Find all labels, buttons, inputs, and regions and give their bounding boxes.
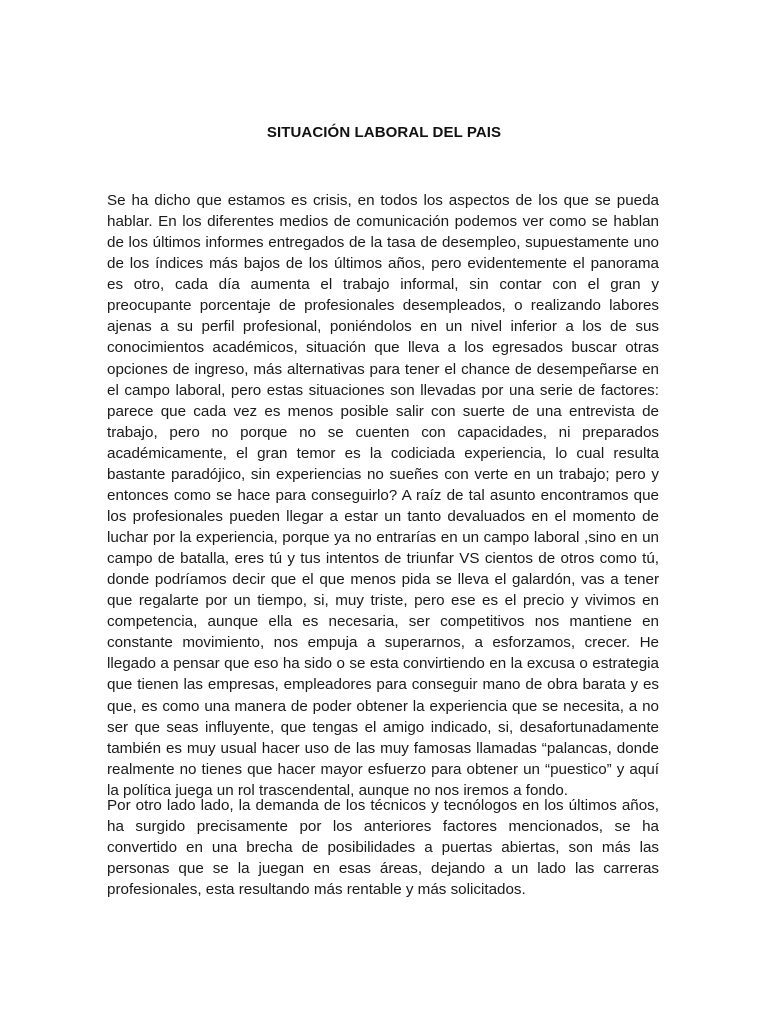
document-title: SITUACIÓN LABORAL DEL PAIS	[266, 124, 502, 141]
paragraph-1: Se ha dicho que estamos es crisis, en todos los aspectos de los que se pueda hablar. En los diferentes medios de comunicación podemos ver como se hablan de los últimos informes entregados de la tasa de desempleo, supuestamente uno de los índices más bajos de los últimos años, pero evidentemente el panorama es otro, cada día aumenta el trabajo informal, sin contar con el gran y preocupante porcentaje de profesionales desempleados, o realizando labores ajenas a su perfil profesional, poniéndolos en un nivel inferior a los de sus conocimientos académicos, situación que lleva a los egresados buscar otras opciones de ingreso, más alternativas para tener el chance de desempeñarse en el campo laboral, pero estas situaciones son llevadas por una serie de factores: parece que cada vez es menos posible salir con suerte de una entrevista de trabajo, pero no porque no se cuenten con capacidades, ni preparados académicamente, el gran temor es la codiciada experiencia, lo cual resulta bastante paradójico, sin experiencias no sueñes con verte en un trabajo; pero y entonces como se hace para conseguirlo? A raíz de tal asunto encontramos que los profesionales pueden llegar a estar un tanto devaluados en el momento de luchar por la experiencia, porque ya no entrarías en un campo laboral ,sino en un campo de batalla, eres tú y tus intentos de triunfar VS cientos de otros como tú, donde podríamos decir que el que menos pida se lleva el galardón, vas a tener que regalarte por un tiempo, si, muy triste, pero ese es el precio y vivimos en competencia, aunque ella es necesaria, ser competitivos nos mantiene en constante movimiento, nos empuja a superarnos, a esforzamos, crecer. He llegado a pensar que eso ha sido o se esta convirtiendo en la excusa o estrategia que tienen las empresas, empleadores para conseguir mano de obra barata y es que, es como una manera de poder obtener la experiencia que se necesita, a no ser que seas influyente, que tengas el amigo indicado, si, desafortunadamente también es muy usual hacer uso de las muy famosas llamadas “palancas, donde realmente no tienes que hacer mayor esfuerzo para obtener un “puestico” y aquí la política juega un rol trascendental, aunque no nos iremos a fondo.	[107, 192, 659, 799]
paragraph-2: Por otro lado lado, la demanda de los técnicos y tecnólogos en los últimos años, ha surgido precisamente por los anteriores factores mencionados, se ha convertido en una brecha de posibilidades a puertas abiertas, son más las personas que se la juegan en esas áreas, dejando a un lado las carreras profesionales, esta resultando más rentable y más solicitados.	[107, 797, 659, 899]
